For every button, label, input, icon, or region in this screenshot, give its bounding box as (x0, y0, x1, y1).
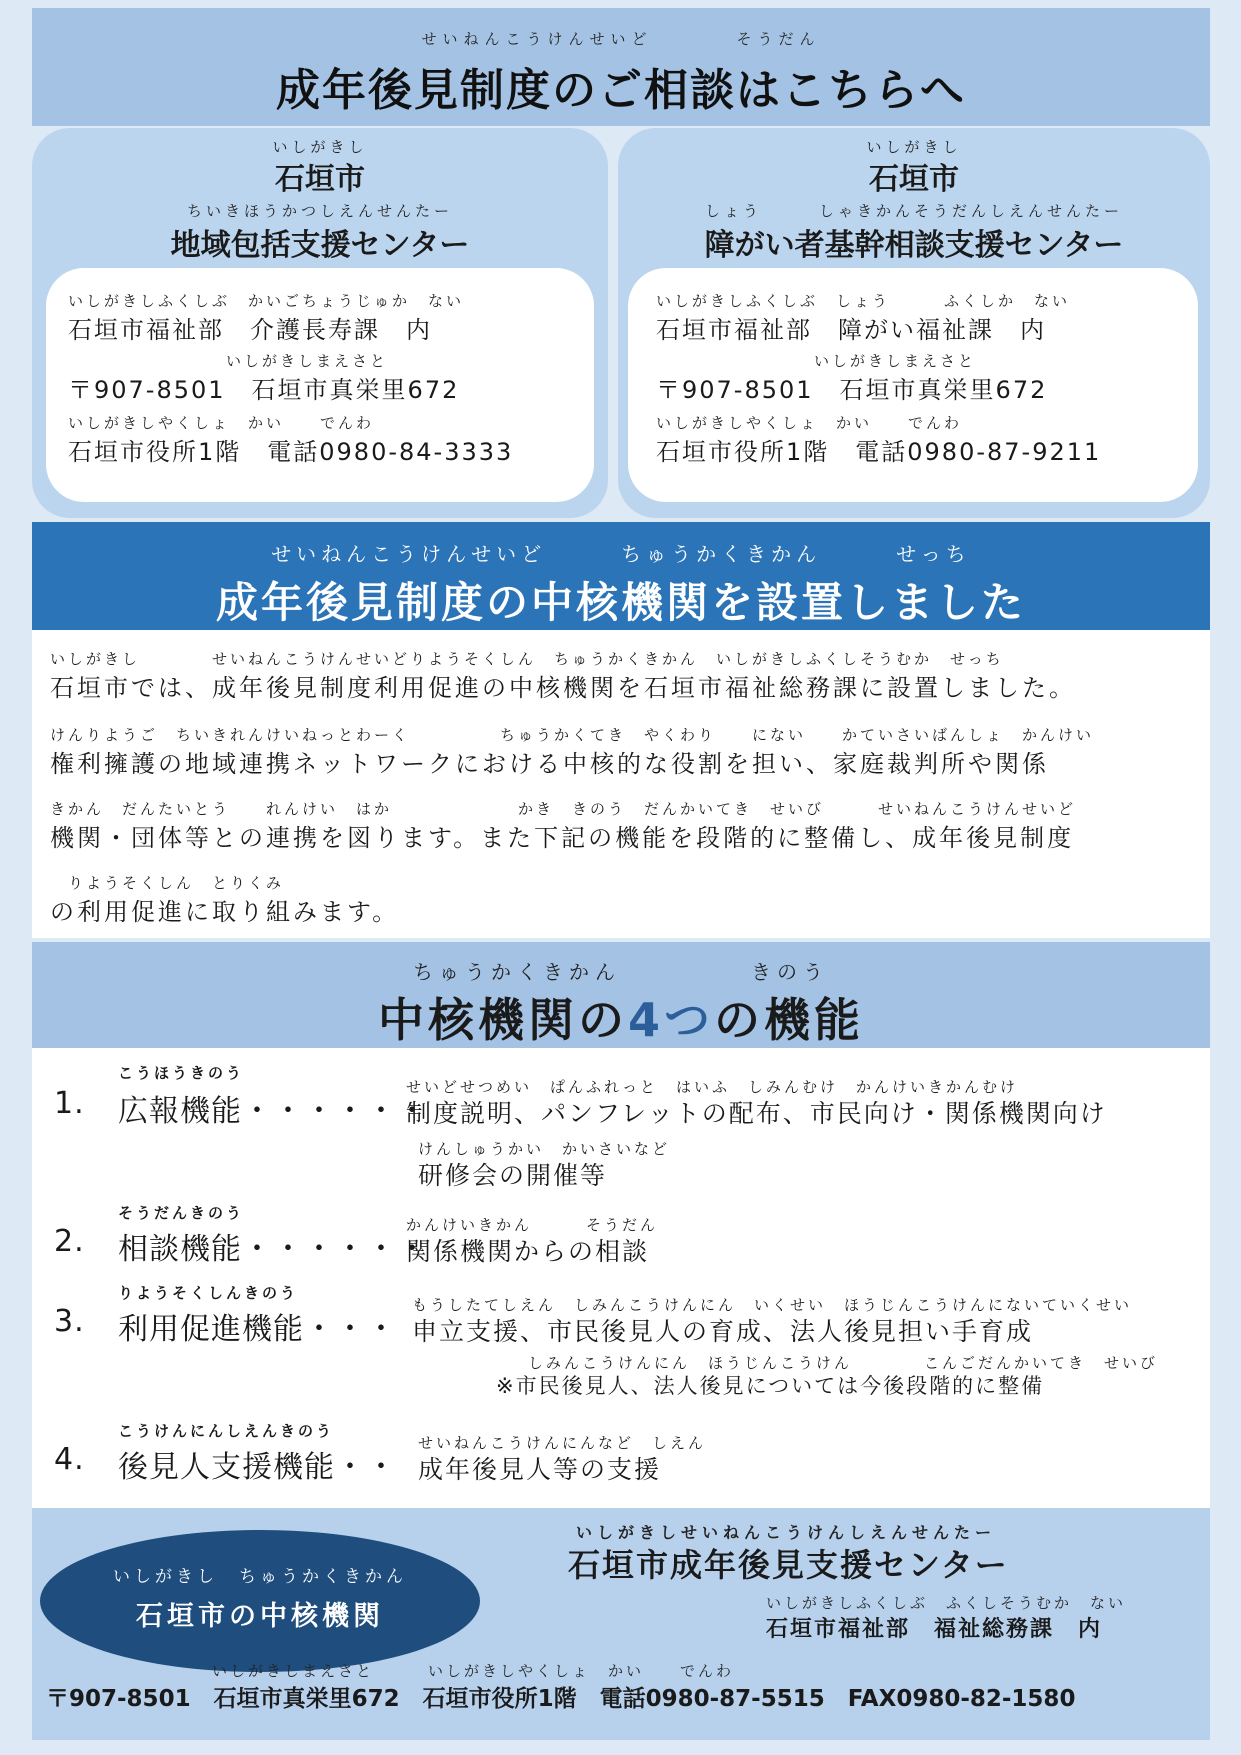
para-line-2: 権利擁護の地域連携ネットワークにおける中核的な役割を担い、家庭裁判所や関係 (50, 750, 1049, 778)
left-phone: 石垣市役所1階 電話0980-84-3333 (68, 438, 514, 466)
right-office-ruby: いしがきしやくしょ かい でんわ (656, 414, 963, 432)
fn3-number: 3. (54, 1304, 85, 1339)
fn1-desc2-ruby: けんしゅうかい かいさいなど (418, 1140, 671, 1158)
section3-title-num: 4つ (627, 993, 714, 1047)
fn1-desc-ruby: せいどせつめい ぱんふれっと はいふ しみんむけ かんけいきかんむけ (406, 1078, 1019, 1096)
footer-contact (32, 1508, 1210, 1740)
left-dept-ruby: いしがきしふくしぶ かいごちょうじゅか ない (68, 292, 465, 310)
right-city-ruby: いしがきし (866, 138, 962, 156)
left-city: 石垣市 (275, 162, 365, 197)
footer-dept-ruby: いしがきしふくしぶ ふくしそうむか ない (766, 1594, 1127, 1612)
left-dept: 石垣市福祉部 介護長寿課 内 (68, 316, 432, 344)
support-center-ruby: いしがきしせいねんこうけんしえんせんたー (576, 1523, 997, 1542)
right-phone: 石垣市役所1階 電話0980-87-9211 (656, 438, 1102, 466)
oval-ruby: いしがきし ちゅうかくきかん (113, 1567, 407, 1587)
footer-addr-ruby: いしがきしまえさと いしがきしやくしょ かい でんわ (212, 1662, 735, 1680)
functions-list (32, 1048, 1210, 1508)
fn4-number: 4. (54, 1442, 85, 1477)
right-dept-ruby: いしがきしふくしぶ しょう ふくしか ない (656, 292, 1071, 310)
fn4-desc-ruby: せいねんこうけんにんなど しえん (418, 1434, 707, 1452)
left-address: 〒907-8501 石垣市真栄里672 (68, 376, 460, 404)
top-header (32, 8, 1210, 126)
fn3-note: ※市民後見人、法人後見については今後段階的に整備 (496, 1374, 1045, 1398)
left-center-name: 地域包括支援センター (170, 228, 470, 263)
core-institution-description (32, 630, 1210, 938)
section2-title: 成年後見制度の中核機関を設置しました (215, 578, 1026, 627)
fn3-desc-ruby: もうしたてしえん しみんこうけんにん いくせい ほうじんこうけんにないていくせい (412, 1296, 1133, 1314)
fn4-heading: 後見人支援機能・・ (118, 1450, 397, 1485)
right-address: 〒907-8501 石垣市真栄里672 (656, 376, 1048, 404)
section3-title-pre: 中核機関の (377, 993, 628, 1047)
fn3-heading: 利用促進機能・・・ (118, 1312, 397, 1347)
para-ruby-4: りようそくしん とりくみ (50, 874, 285, 892)
para-ruby-3: きかん だんたいとう れんけい はか かき きのう だんかいてき せいび せいねんこうけんせいど (50, 800, 1077, 818)
right-dept: 石垣市福祉部 障がい福祉課 内 (656, 316, 1046, 344)
para-line-3: 機関・団体等との連携を図ります。また下記の機能を段階的に整備し、成年後見制度 (50, 824, 1075, 852)
right-center-name: 障がい者基幹相談支援センター (704, 228, 1124, 263)
right-contact-card (628, 268, 1198, 502)
fn3-desc2-ruby: しみんこうけんにん ほうじんこうけん こんごだんかいてき せいび (528, 1354, 1159, 1372)
section2-ruby: せいねんこうけんせいど ちゅうかくきかん せっち (271, 542, 971, 566)
fn2-description: 関係機関からの相談 (406, 1237, 650, 1266)
core-institution-oval (40, 1530, 480, 1672)
section3-title-post: の機能 (714, 993, 864, 1047)
left-contact-card (46, 268, 594, 502)
para-line-4: の利用促進に取り組みます。 (50, 898, 400, 926)
section3-title (32, 984, 1210, 1050)
fn1-ruby: こうほうきのう (118, 1064, 245, 1082)
para-line-1: 石垣市では、成年後見制度利用促進の中核機関を石垣市福祉総務課に設置しました。 (50, 674, 1076, 702)
oval-text: 石垣市の中核機関 (136, 1601, 384, 1632)
header-ruby: せいねんこうけんせいど そうだん (421, 30, 821, 48)
left-addr-ruby: いしがきしまえさと (226, 352, 389, 370)
fn3-ruby: りようそくしんきのう (118, 1284, 299, 1302)
fn2-ruby: そうだんきのう (118, 1204, 245, 1222)
section3-ruby: ちゅうかくきかん きのう (413, 960, 829, 984)
footer-address-phone-fax: 〒907-8501 石垣市真栄里672 石垣市役所1階 電話0980-87-5515 FAX0980-82-1580 (46, 1686, 1076, 1712)
fn1-description: 制度説明、パンフレットの配布、市民向け・関係機関向け (406, 1099, 1107, 1128)
fn2-number: 2. (54, 1224, 85, 1259)
right-contact-panel (618, 128, 1210, 518)
fn2-heading: 相談機能・・・・・・ (118, 1232, 428, 1267)
para-ruby-2: けんりようご ちいきれんけいねっとわーく ちゅうかくてき やくわり にない かていさいばんしょ かんけい (50, 726, 1095, 744)
left-city-ruby: いしがきし (272, 138, 368, 156)
fn1-number: 1. (54, 1086, 85, 1121)
fn1-description-2: 研修会の開催等 (418, 1161, 608, 1190)
fn4-description: 成年後見人等の支援 (418, 1455, 662, 1484)
fn3-description: 申立支援、市民後見人の育成、法人後見担い手育成 (412, 1317, 1034, 1346)
support-center-name: 石垣市成年後見支援センター (568, 1546, 1009, 1584)
page-title: 成年後見制度のご相談はこちらへ (276, 65, 966, 116)
fn1-heading: 広報機能・・・・・・ (118, 1094, 428, 1129)
fn4-ruby: こうけんにんしえんきのう (118, 1422, 335, 1440)
right-addr-ruby: いしがきしまえさと (814, 352, 977, 370)
left-center-ruby: ちいきほうかつしえんせんたー (186, 202, 453, 220)
footer-dept: 石垣市福祉部 福祉総務課 内 (766, 1617, 1103, 1642)
right-city: 石垣市 (869, 162, 959, 197)
left-contact-panel (32, 128, 608, 518)
left-office-ruby: いしがきしやくしょ かい でんわ (68, 414, 375, 432)
para-ruby-1: いしがきし せいねんこうけんせいどりようそくしん ちゅうかくきかん いしがきしふくしそうむか せっち (50, 650, 1004, 668)
right-center-ruby: しょう しゃきかんそうだんしえんせんたー (704, 202, 1123, 220)
fn2-desc-ruby: かんけいきかん そうだん (406, 1216, 659, 1234)
four-functions-header (32, 942, 1210, 1048)
core-institution-header (32, 522, 1210, 630)
